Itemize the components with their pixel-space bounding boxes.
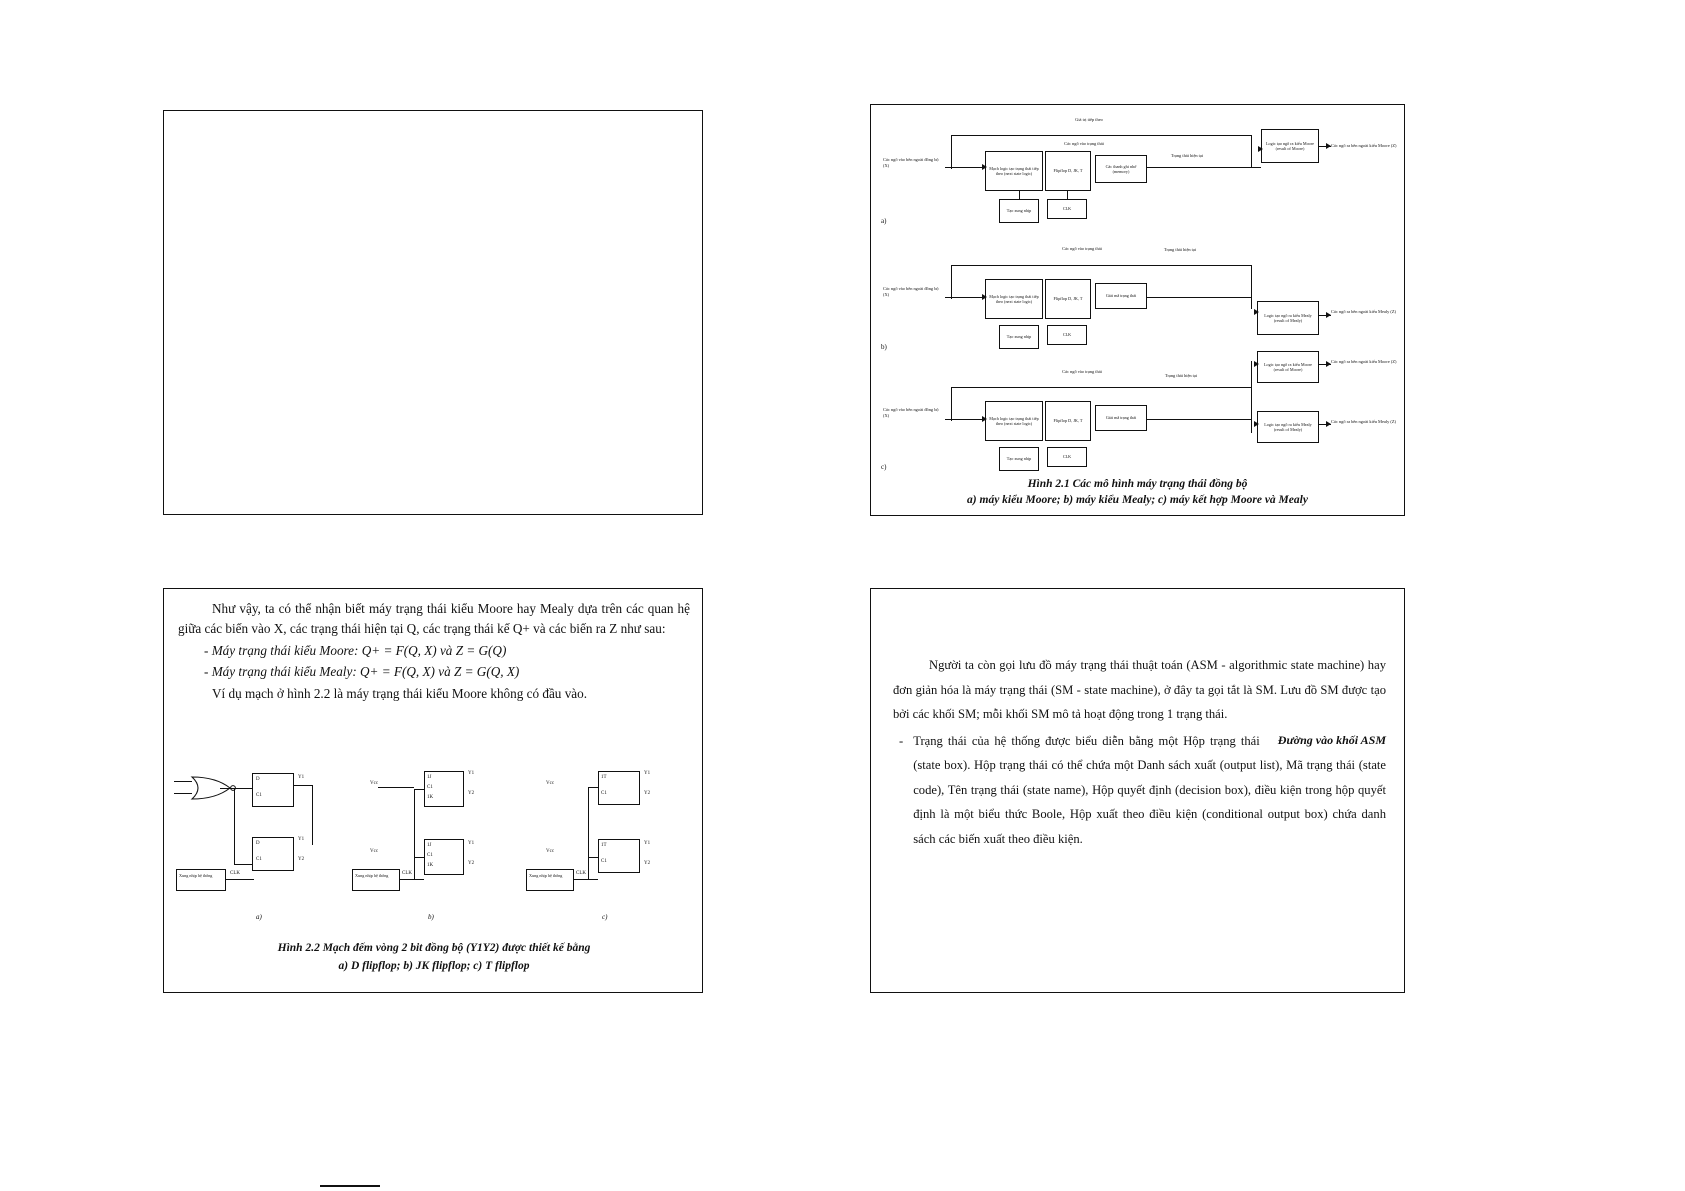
block-state-decode-b: Giải mã trạng thái bbox=[1095, 283, 1147, 309]
asm-bullet-text bbox=[913, 729, 1386, 852]
diagram-outputs-c-moore: Các ngõ ra bên ngoài kiểu Moore (Z) bbox=[1331, 359, 1397, 364]
ff-c-out-y1n: Y1 bbox=[644, 771, 651, 776]
figure-2-1-slide bbox=[870, 104, 1405, 516]
ff-a-sublabel: a) bbox=[256, 913, 262, 921]
asm-bullet-dash: - bbox=[899, 733, 904, 748]
text-asm-slide bbox=[870, 588, 1405, 993]
diagram-group-letter-c: c) bbox=[881, 463, 887, 471]
ff-b-out-y2n: Y2 bbox=[468, 791, 475, 796]
ff-c-out-y2n: Y2 bbox=[644, 791, 651, 796]
diagram-inputs-c: Các ngõ vào bên ngoài đồng bộ (X) bbox=[883, 407, 939, 418]
block-clk-a: CLK bbox=[1047, 199, 1087, 219]
page-footer-rule bbox=[320, 1185, 380, 1187]
ff-b-sublabel: b) bbox=[428, 913, 434, 921]
ff-c-out-y2: Y2 bbox=[644, 861, 651, 866]
ff-c-pin-t: 1T bbox=[601, 775, 607, 780]
ff-b-vcc-label-2: Vcc bbox=[370, 849, 379, 854]
ff-b-clk-label: CLK bbox=[402, 871, 412, 876]
block-next-state-logic-c: Mạch logic tạo trạng thái tiếp theo (next state logic) bbox=[985, 401, 1043, 441]
ff-a-out-y1n: Y1 bbox=[298, 775, 305, 780]
paragraph-3: - Máy trạng thái kiểu Mealy: Q+ = F(Q, X) và Z = G(Q, X) bbox=[204, 664, 520, 680]
block-next-state-logic-b: Mạch logic tạo trạng thái tiếp theo (next state logic) bbox=[985, 279, 1043, 319]
block-state-decode-c: Giải mã trạng thái bbox=[1095, 405, 1147, 431]
ff-a-pin-c1b: C1 bbox=[256, 857, 262, 862]
block-flipflop-c: Flipflop D, JK, T bbox=[1045, 401, 1091, 441]
blank-slide bbox=[163, 110, 703, 515]
diagram-group-letter-b: b) bbox=[881, 343, 887, 351]
ff-a-pin-d: D bbox=[256, 777, 260, 782]
ff-b-pin-j2: 1J bbox=[427, 843, 432, 848]
block-output-moore-c: Logic tạo ngõ ra kiểu Moore (result of Moore) bbox=[1257, 351, 1319, 383]
diagram-state-inputs-a: Các ngõ vào trạng thái bbox=[1064, 141, 1104, 146]
diagram-outputs-b: Các ngõ ra bên ngoài kiểu Mealy (Z) bbox=[1331, 309, 1396, 314]
ff-c-clock-label: Xung nhịp hệ thống bbox=[529, 873, 563, 878]
ff-b-pin-c1b: C1 bbox=[427, 853, 433, 858]
diagram-group-letter-a: a) bbox=[881, 217, 887, 225]
diagram-top-label-a: Giá trị tiếp theo bbox=[1075, 117, 1103, 122]
figure-2-1-subcaption: a) máy kiểu Moore; b) máy kiểu Mealy; c) máy kết hợp Moore và Mealy bbox=[967, 494, 1308, 506]
ff-b-vcc-label: Vcc bbox=[370, 781, 379, 786]
figure-2-2-diagram bbox=[174, 765, 692, 945]
block-memory-a: Các thanh ghi nhớ (memory) bbox=[1095, 155, 1147, 183]
diagram-outputs-a: Các ngõ ra bên ngoài kiểu Moore (Z) bbox=[1331, 143, 1397, 148]
block-flipflop-b: Flipflop D, JK, T bbox=[1045, 279, 1091, 319]
ff-b-clock-label: Xung nhịp hệ thống bbox=[355, 873, 389, 878]
ff-a-out-y1: Y1 bbox=[298, 837, 305, 842]
figure-2-2-caption: Hình 2.2 Mạch đếm vòng 2 bit đồng bộ (Y1Y2) được thiết kế bằng bbox=[277, 942, 591, 954]
block-output-mealy-b: Logic tạo ngõ ra kiểu Mealy (result of Mealy) bbox=[1257, 301, 1319, 335]
block-clock-gen-a: Tạo xung nhịp bbox=[999, 199, 1039, 223]
ff-a-pin-c1: C1 bbox=[256, 793, 262, 798]
asm-bullet-body: Trạng thái của hệ thống được biểu diễn bằng một Hộp trạng thái (state box). Hộp trạng thái có thể chứa một Danh sách xuất (output list), Mã trạng thái (state code), Tên trạng thái (state name), Hộp quyết định (decision box), điều kiện trong hộp quyết định là một biểu thức Boole, Hộp xuất theo điều kiện (conditional output box) chứa danh sách các biến xuất theo điều kiện. bbox=[913, 733, 1386, 846]
block-flipflop-a: Flipflop D, JK, T bbox=[1045, 151, 1091, 191]
block-clock-gen-b: Tạo xung nhịp bbox=[999, 325, 1039, 349]
diagram-present-state-a: Trạng thái hiện tại bbox=[1170, 153, 1204, 158]
diagram-state-inputs-b: Các ngõ vào trạng thái bbox=[1062, 246, 1102, 251]
ff-b-out-y2: Y2 bbox=[468, 861, 475, 866]
figure-2-1-diagram bbox=[879, 111, 1396, 511]
text-moore-mealy-body bbox=[178, 599, 690, 706]
ff-b-pin-k: 1K bbox=[427, 795, 434, 800]
diagram-state-inputs-c: Các ngõ vào trạng thái bbox=[1062, 369, 1102, 374]
ff-c-clk-label: CLK bbox=[576, 871, 586, 876]
ff-c-pin-c1: C1 bbox=[601, 791, 607, 796]
ff-b-out-y1n: Y1 bbox=[468, 771, 475, 776]
ff-b-pin-k2: 1K bbox=[427, 863, 434, 868]
ff-b-pin-j: 1J bbox=[427, 775, 432, 780]
text-asm-body bbox=[893, 653, 1386, 851]
diagram-inputs-a: Các ngõ vào bên ngoài đồng bộ (X) bbox=[883, 157, 939, 168]
ff-c-out-y1: Y1 bbox=[644, 841, 651, 846]
ff-a-clk-label: CLK bbox=[230, 871, 240, 876]
ff-c-sublabel: c) bbox=[602, 913, 608, 921]
ff-a-clock-label: Xung nhịp hệ thống bbox=[179, 873, 213, 878]
ff-b-pin-c1: C1 bbox=[427, 785, 433, 790]
block-output-moore-a: Logic tạo ngõ ra kiểu Moore (result of Moore) bbox=[1261, 129, 1319, 163]
block-clock-gen-c: Tạo xung nhịp bbox=[999, 447, 1039, 471]
block-output-mealy-c: Logic tạo ngõ ra kiểu Mealy (result of Mealy) bbox=[1257, 411, 1319, 443]
block-clk-b: CLK bbox=[1047, 325, 1087, 345]
figure-2-2-subcaption: a) D flipflop; b) JK flipflop; c) T flipflop bbox=[338, 960, 530, 972]
paragraph-1: Như vậy, ta có thể nhận biết máy trạng thái kiểu Moore hay Mealy dựa trên các quan hệ giữa các biến vào X, các trạng thái hiện tại Q, các trạng thái kế Q+ và các biến ra Z như sau: bbox=[178, 601, 690, 636]
block-clk-c: CLK bbox=[1047, 447, 1087, 467]
paragraph-4: Ví dụ mạch ở hình 2.2 là máy trạng thái kiểu Moore không có đầu vào. bbox=[212, 686, 588, 702]
diagram-present-state-b: Trạng thái hiện tại bbox=[1163, 247, 1197, 252]
asm-paragraph-1: Người ta còn gọi lưu đồ máy trạng thái thuật toán (ASM - algorithmic state machine) hay đơn giản hóa là máy trạng thái (SM - state machine), ở đây ta gọi tắt là SM. Lưu đồ SM được tạo bởi các khối SM; mỗi khối SM mô tả hoạt động trong 1 trạng thái. bbox=[893, 658, 1386, 722]
ff-c-pin-c1b: C1 bbox=[601, 859, 607, 864]
block-next-state-logic-a: Mạch logic tạo trạng thái tiếp theo (next state logic) bbox=[985, 151, 1043, 191]
text-moore-mealy-slide bbox=[163, 588, 703, 993]
diagram-inputs-b: Các ngõ vào bên ngoài đồng bộ (X) bbox=[883, 286, 939, 297]
ff-a-out-y2: Y2 bbox=[298, 857, 305, 862]
ff-c-vcc-label: Vcc bbox=[546, 781, 555, 786]
asm-note: Đường vào khối ASM bbox=[1277, 732, 1386, 747]
figure-2-1-caption: Hình 2.1 Các mô hình máy trạng thái đồng bộ bbox=[1027, 478, 1248, 490]
diagram-outputs-c-mealy: Các ngõ ra bên ngoài kiểu Mealy (Z) bbox=[1331, 419, 1396, 424]
ff-a-pin-d2: D bbox=[256, 841, 260, 846]
ff-b-out-y1: Y1 bbox=[468, 841, 475, 846]
paragraph-2: - Máy trạng thái kiểu Moore: Q+ = F(Q, X) và Z = G(Q) bbox=[204, 642, 507, 658]
asm-bullet-item bbox=[893, 729, 1386, 852]
diagram-present-state-c: Trạng thái hiện tại bbox=[1164, 373, 1198, 378]
ff-c-vcc-label-2: Vcc bbox=[546, 849, 555, 854]
ff-c-pin-t2: 1T bbox=[601, 843, 607, 848]
